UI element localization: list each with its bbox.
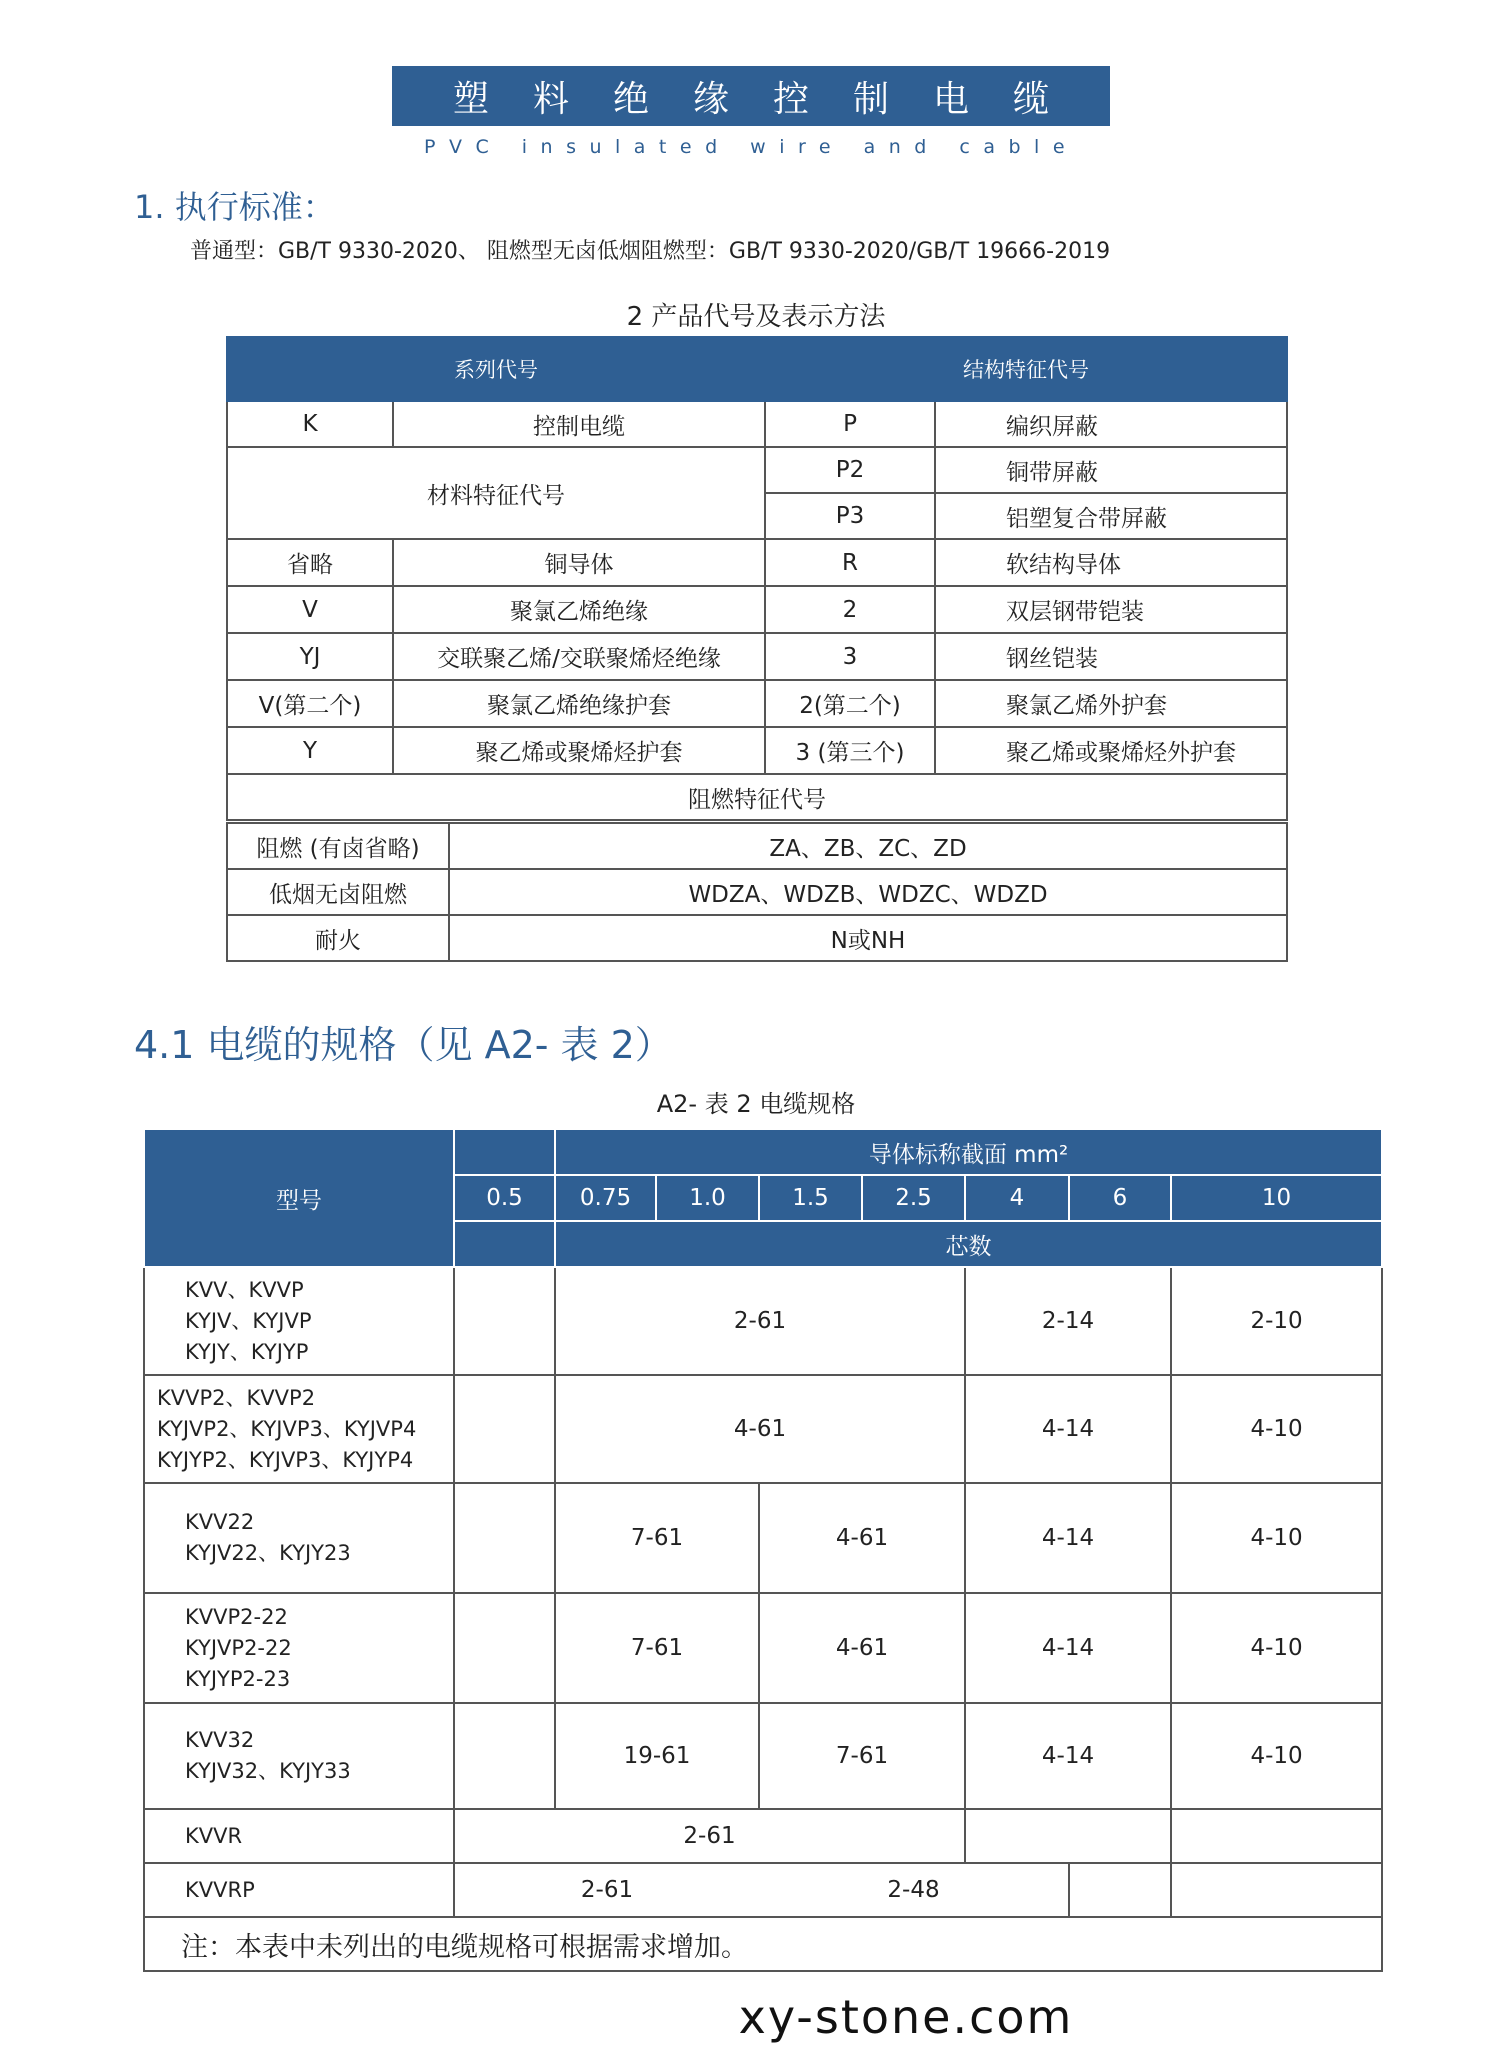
table-row	[144, 1483, 1382, 1593]
code-cell: P3	[765, 493, 935, 539]
material-code-label: 材料特征代号	[227, 447, 765, 539]
desc-cell: 交联聚乙烯/交联聚烯烃绝缘	[393, 633, 765, 680]
cores-cell: 4-61	[555, 1375, 965, 1483]
flame-retardant-table	[226, 822, 1288, 962]
header-structure-code: 结构特征代号	[765, 337, 1287, 401]
code-cell: 3	[765, 633, 935, 680]
fr-value: N或NH	[449, 915, 1287, 961]
cores-cell: 2-48	[759, 1863, 1069, 1917]
cores-cell: 4-10	[1171, 1593, 1382, 1703]
cores-cell: 7-61	[759, 1703, 965, 1809]
desc-cell: 双层钢带铠装	[935, 586, 1287, 633]
fr-label: 阻燃 (有卤省略)	[227, 823, 449, 869]
area-header: 导体标称截面 mm²	[555, 1129, 1382, 1175]
product-code-table	[226, 336, 1288, 821]
desc-cell: 聚乙烯或聚烯烃外护套	[935, 727, 1287, 774]
cores-cell: 2-61	[555, 1267, 965, 1375]
code-cell: 3 (第三个)	[765, 727, 935, 774]
cores-cell: 7-61	[555, 1593, 759, 1703]
desc-cell: 软结构导体	[935, 539, 1287, 586]
footer-website: xy-stone.com	[738, 1990, 1074, 2044]
desc-cell: 铝塑复合带屏蔽	[935, 493, 1287, 539]
desc-cell: 聚氯乙烯绝缘	[393, 586, 765, 633]
cores-cell: 4-14	[965, 1703, 1171, 1809]
blank-header	[454, 1129, 555, 1175]
cores-cell: 7-61	[555, 1483, 759, 1593]
table-row	[144, 1593, 1382, 1703]
model-cell: KVVR	[144, 1809, 454, 1863]
cores-cell: 4-14	[965, 1593, 1171, 1703]
table-row	[144, 1809, 1382, 1863]
table-row	[144, 1703, 1382, 1809]
desc-cell: 聚氯乙烯外护套	[935, 680, 1287, 727]
size-header: 1.0	[656, 1175, 759, 1221]
desc-cell: 铜带屏蔽	[935, 447, 1287, 493]
desc-cell: 聚氯乙烯绝缘护套	[393, 680, 765, 727]
table2-caption: A2- 表 2 电缆规格	[656, 1090, 856, 1118]
table-note: 注：本表中未列出的电缆规格可根据需求增加。	[144, 1917, 1382, 1971]
header-series-code: 系列代号	[227, 337, 765, 401]
model-header: 型号	[144, 1129, 454, 1267]
cores-cell: 4-10	[1171, 1483, 1382, 1593]
desc-cell: 聚乙烯或聚烯烃护套	[393, 727, 765, 774]
size-header: 0.5	[454, 1175, 555, 1221]
cores-cell: 4-14	[965, 1483, 1171, 1593]
fr-value: ZA、ZB、ZC、ZD	[449, 823, 1287, 869]
cores-cell: 4-10	[1171, 1703, 1382, 1809]
section-heading-standards: 1. 执行标准：	[134, 188, 335, 226]
fr-label: 耐火	[227, 915, 449, 961]
cores-header: 芯数	[555, 1221, 1382, 1267]
code-cell: 省略	[227, 539, 393, 586]
size-header: 6	[1069, 1175, 1171, 1221]
cores-cell: 4-61	[759, 1483, 965, 1593]
desc-cell: 编织屏蔽	[935, 401, 1287, 447]
cores-cell: 2-61	[454, 1863, 759, 1917]
cores-cell: 4-14	[965, 1375, 1171, 1483]
model-cell: KVVP2-22 KYJVP2-22 KYJYP2-23	[144, 1593, 454, 1703]
desc-cell: 铜导体	[393, 539, 765, 586]
code-cell: YJ	[227, 633, 393, 680]
size-header: 4	[965, 1175, 1069, 1221]
standards-text: 普通型：GB/T 9330-2020、 阻燃型无卤低烟阻燃型：GB/T 9330-2020/GB/T 19666-2019	[190, 239, 1111, 264]
size-header: 1.5	[759, 1175, 862, 1221]
table-row	[144, 1267, 1382, 1375]
document-subtitle: PVC insulated wire and cable	[423, 136, 1079, 158]
blank-header	[454, 1221, 555, 1267]
fr-label: 低烟无卤阻燃	[227, 869, 449, 915]
model-cell: KVV22 KYJV22、KYJY23	[144, 1483, 454, 1593]
table-row	[144, 1863, 1382, 1917]
code-cell: V(第二个)	[227, 680, 393, 727]
cores-cell: 2-61	[454, 1809, 965, 1863]
fr-value: WDZA、WDZB、WDZC、WDZD	[449, 869, 1287, 915]
model-cell: KVV32 KYJV32、KYJY33	[144, 1703, 454, 1809]
section-heading-specs: 4.1 电缆的规格（见 A2- 表 2）	[134, 1023, 673, 1067]
size-header: 10	[1171, 1175, 1382, 1221]
model-cell: KVVRP	[144, 1863, 454, 1917]
model-cell: KVV、KVVP KYJV、KYJVP KYJY、KYJYP	[144, 1267, 454, 1375]
flame-retardant-heading: 阻燃特征代号	[227, 774, 1287, 820]
size-header: 0.75	[555, 1175, 656, 1221]
cores-cell: 2-10	[1171, 1267, 1382, 1375]
table-row	[144, 1375, 1382, 1483]
cores-cell: 2-14	[965, 1267, 1171, 1375]
code-cell: K	[227, 401, 393, 447]
desc-cell: 钢丝铠装	[935, 633, 1287, 680]
code-cell: P	[765, 401, 935, 447]
cores-cell: 4-10	[1171, 1375, 1382, 1483]
code-cell: Y	[227, 727, 393, 774]
document-title: 塑料绝缘控制电缆	[392, 66, 1110, 126]
cable-spec-table	[143, 1128, 1383, 1972]
code-cell: V	[227, 586, 393, 633]
code-cell: 2	[765, 586, 935, 633]
model-cell: KVVP2、KVVP2 KYJVP2、KYJVP3、KYJVP4 KYJYP2、KYJVP3、KYJYP4	[144, 1375, 454, 1483]
table1-caption: 2 产品代号及表示方法	[626, 302, 886, 332]
code-cell: P2	[765, 447, 935, 493]
code-cell: 2(第二个)	[765, 680, 935, 727]
size-header: 2.5	[862, 1175, 965, 1221]
code-cell: R	[765, 539, 935, 586]
desc-cell: 控制电缆	[393, 401, 765, 447]
cores-cell: 4-61	[759, 1593, 965, 1703]
cores-cell: 19-61	[555, 1703, 759, 1809]
